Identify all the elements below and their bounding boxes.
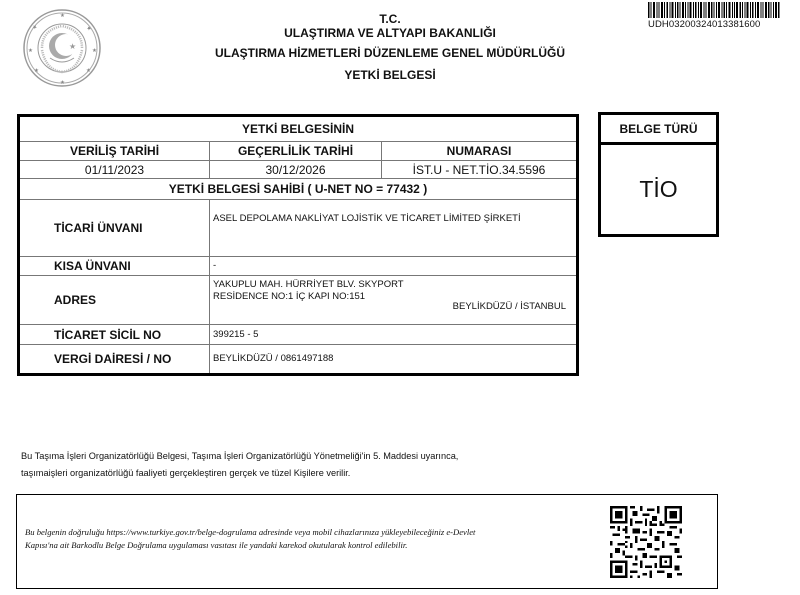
trade-name-row [20, 200, 576, 257]
column-validity-date: GEÇERLİLİK TARİHİ [209, 142, 381, 160]
trade-name-value [209, 200, 576, 256]
qr-code-icon[interactable] [610, 506, 682, 578]
verification-line-1: Bu belgenin doğruluğu https://www.turkiye.gov.tr/belge-dogrulama adresinde veya mobil cihazlarınıza yükleyebileceğiniz e-Devlet [25, 527, 476, 537]
short-name-label: KISA ÜNVANI [54, 259, 131, 273]
verification-text [25, 526, 585, 552]
address-value [209, 276, 576, 324]
tax-label: VERGİ DAİRESİ / NO [54, 352, 172, 366]
svg-text:★: ★ [86, 68, 91, 74]
verification-line-2: Kapısı'na ait Barkodlu Belge Doğrulama uygulaması vasıtası ile yandaki karekod okutularak kontrol edilebilir. [25, 540, 408, 550]
header-country: T.C. [379, 12, 401, 26]
address-line-2: RESİDENCE NO:1 İÇ KAPI NO:151 [213, 291, 366, 302]
certificate-heading: YETKİ BELGESİNİN [241, 122, 354, 136]
tax-value: BEYLİKDÜZÜ / 0861497188 [209, 345, 576, 373]
document-barcode [648, 2, 784, 30]
column-number: NUMARASI [381, 142, 576, 160]
certificate-table [17, 114, 579, 376]
svg-text:★: ★ [34, 68, 39, 74]
short-name-value: - [209, 257, 576, 275]
trade-name-text: ASEL DEPOLAMA NAKLİYAT LOJİSTİK VE TİCARET LİMİTED ŞİRKETİ [213, 213, 521, 224]
certificate-columns-row [20, 142, 576, 161]
svg-text:★: ★ [31, 23, 40, 32]
owner-heading: YETKİ BELGESİ SAHİBİ ( U-NET NO = 77432 ) [168, 182, 428, 196]
issue-date-value: 01/11/2023 [84, 162, 145, 177]
verification-box [16, 494, 718, 589]
barcode-number: UDH03200324013381600 [648, 19, 761, 30]
header-ministry: ULAŞTIRMA VE ALTYAPI BAKANLIĞI [284, 26, 496, 40]
header-directorate: ULAŞTIRMA HİZMETLERİ DÜZENLEME GENEL MÜDÜRLÜĞÜ [215, 46, 565, 60]
document-type-label: BELGE TÜRÜ [601, 115, 716, 145]
registry-value: 399215 - 5 [209, 325, 576, 344]
document-type-value: TİO [639, 176, 678, 202]
address-line-1: YAKUPLU MAH. HÜRRİYET BLV. SKYPORT [213, 279, 404, 290]
registry-row [20, 325, 576, 345]
ministry-seal-icon [22, 8, 102, 88]
svg-text:★: ★ [92, 48, 97, 54]
registry-label: TİCARET SİCİL NO [54, 327, 162, 342]
svg-text:★: ★ [84, 24, 93, 33]
svg-text:★: ★ [69, 42, 77, 51]
certificate-heading-row [20, 117, 576, 142]
address-city: BEYLİKDÜZÜ / İSTANBUL [452, 301, 566, 312]
tax-row [20, 345, 576, 373]
regulation-note-line-1: Bu Taşıma İşleri Organizatörlüğü Belgesi, Taşıma İşleri Organizatörlüğü Yönetmeliği'in 5. Maddesi uyarınca, [21, 451, 459, 461]
svg-text:★: ★ [60, 13, 65, 19]
barcode-icon [648, 2, 780, 18]
address-label: ADRES [54, 293, 97, 307]
document-title: YETKİ BELGESİ [344, 68, 436, 82]
certificate-number-value: İST.U - NET.TİO.34.5596 [381, 161, 576, 178]
short-name-row [20, 257, 576, 276]
owner-heading-row [20, 179, 576, 200]
svg-text:★: ★ [28, 48, 33, 54]
regulation-note-line-2: taşımaişleri organizatörlüğü faaliyeti gerçekleştiren gerçek ve tüzel Kişilere verilir. [21, 468, 351, 478]
trade-name-label: TİCARİ ÜNVANI [54, 221, 143, 235]
svg-text:★: ★ [60, 80, 65, 86]
certificate-values-row [20, 161, 576, 179]
column-issue-date: VERİLİŞ TARİHİ [69, 144, 160, 158]
document-type-box [598, 112, 719, 237]
address-row [20, 276, 576, 325]
validity-date-value: 30/12/2026 [209, 161, 381, 178]
